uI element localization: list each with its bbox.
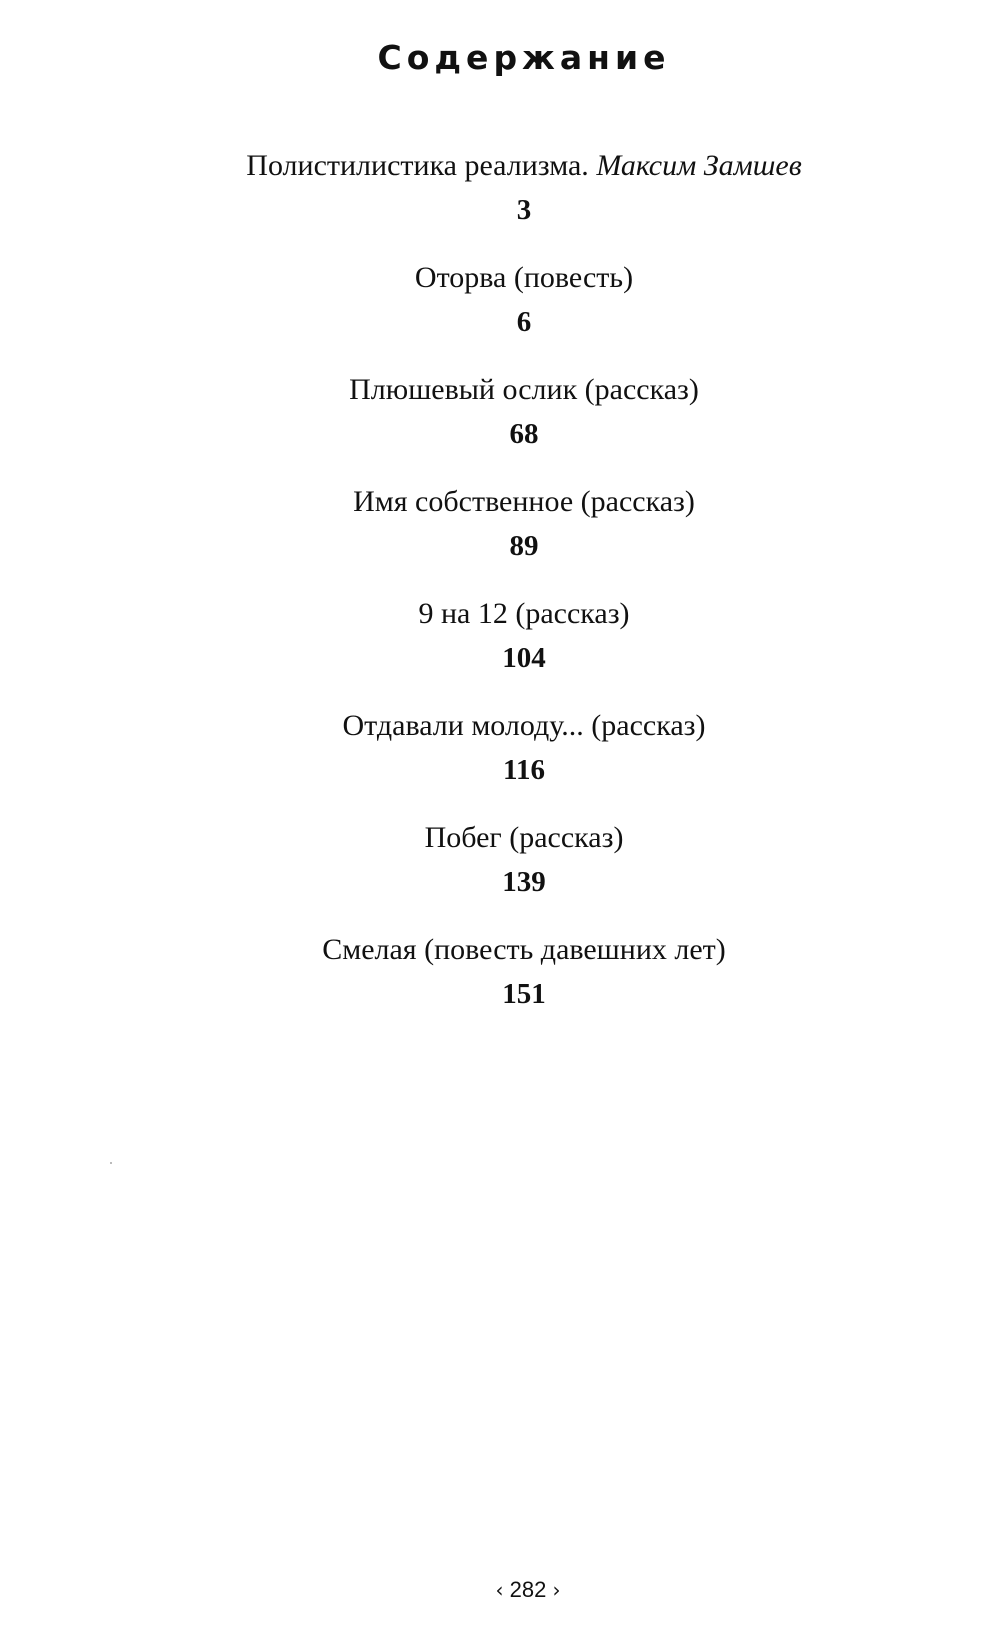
page-number-value: 282 bbox=[509, 1577, 547, 1602]
toc-entry-title: Оторва (повесть) bbox=[414, 261, 634, 294]
toc-entry-title: Плюшевый ослик (рассказ) bbox=[349, 373, 699, 406]
toc-entry-title: Побег (рассказ) bbox=[424, 821, 624, 854]
toc-entry-page: 68 bbox=[509, 418, 539, 450]
page-number-open-bracket: ‹ bbox=[495, 1578, 504, 1602]
toc-entry bbox=[0, 146, 1000, 258]
toc-entry bbox=[0, 706, 1000, 818]
toc-entry bbox=[0, 258, 1000, 370]
toc-entry-page: 104 bbox=[502, 642, 546, 674]
page-number bbox=[0, 1577, 1000, 1603]
page-number-close-bracket: › bbox=[552, 1578, 561, 1602]
toc-entry-page: 3 bbox=[516, 194, 532, 226]
toc-entry-page: 151 bbox=[502, 978, 546, 1010]
toc-entry-author: Максим Замшев bbox=[596, 149, 802, 182]
toc-entry-title-text: Полистилистика реализма. bbox=[246, 149, 589, 182]
toc-entry bbox=[0, 930, 1000, 1042]
toc-entry-page: 6 bbox=[516, 306, 532, 338]
table-of-contents bbox=[0, 146, 1000, 1042]
toc-entry-title: 9 на 12 (рассказ) bbox=[418, 597, 630, 630]
toc-entry-page: 139 bbox=[502, 866, 546, 898]
toc-entry-title: Имя собственное (рассказ) bbox=[353, 485, 695, 518]
scan-speck bbox=[110, 1162, 112, 1164]
toc-entry-page: 116 bbox=[503, 754, 545, 786]
toc-entry bbox=[0, 818, 1000, 930]
toc-entry bbox=[0, 482, 1000, 594]
toc-entry-title: Смелая (повесть давешних лет) bbox=[322, 933, 726, 966]
toc-entry bbox=[0, 370, 1000, 482]
toc-entry-page: 89 bbox=[509, 530, 539, 562]
page-title: Содержание bbox=[377, 38, 671, 77]
toc-entry bbox=[0, 594, 1000, 706]
toc-entry-title: Отдавали молоду... (рассказ) bbox=[342, 709, 706, 742]
toc-entry-title bbox=[0, 146, 1000, 190]
